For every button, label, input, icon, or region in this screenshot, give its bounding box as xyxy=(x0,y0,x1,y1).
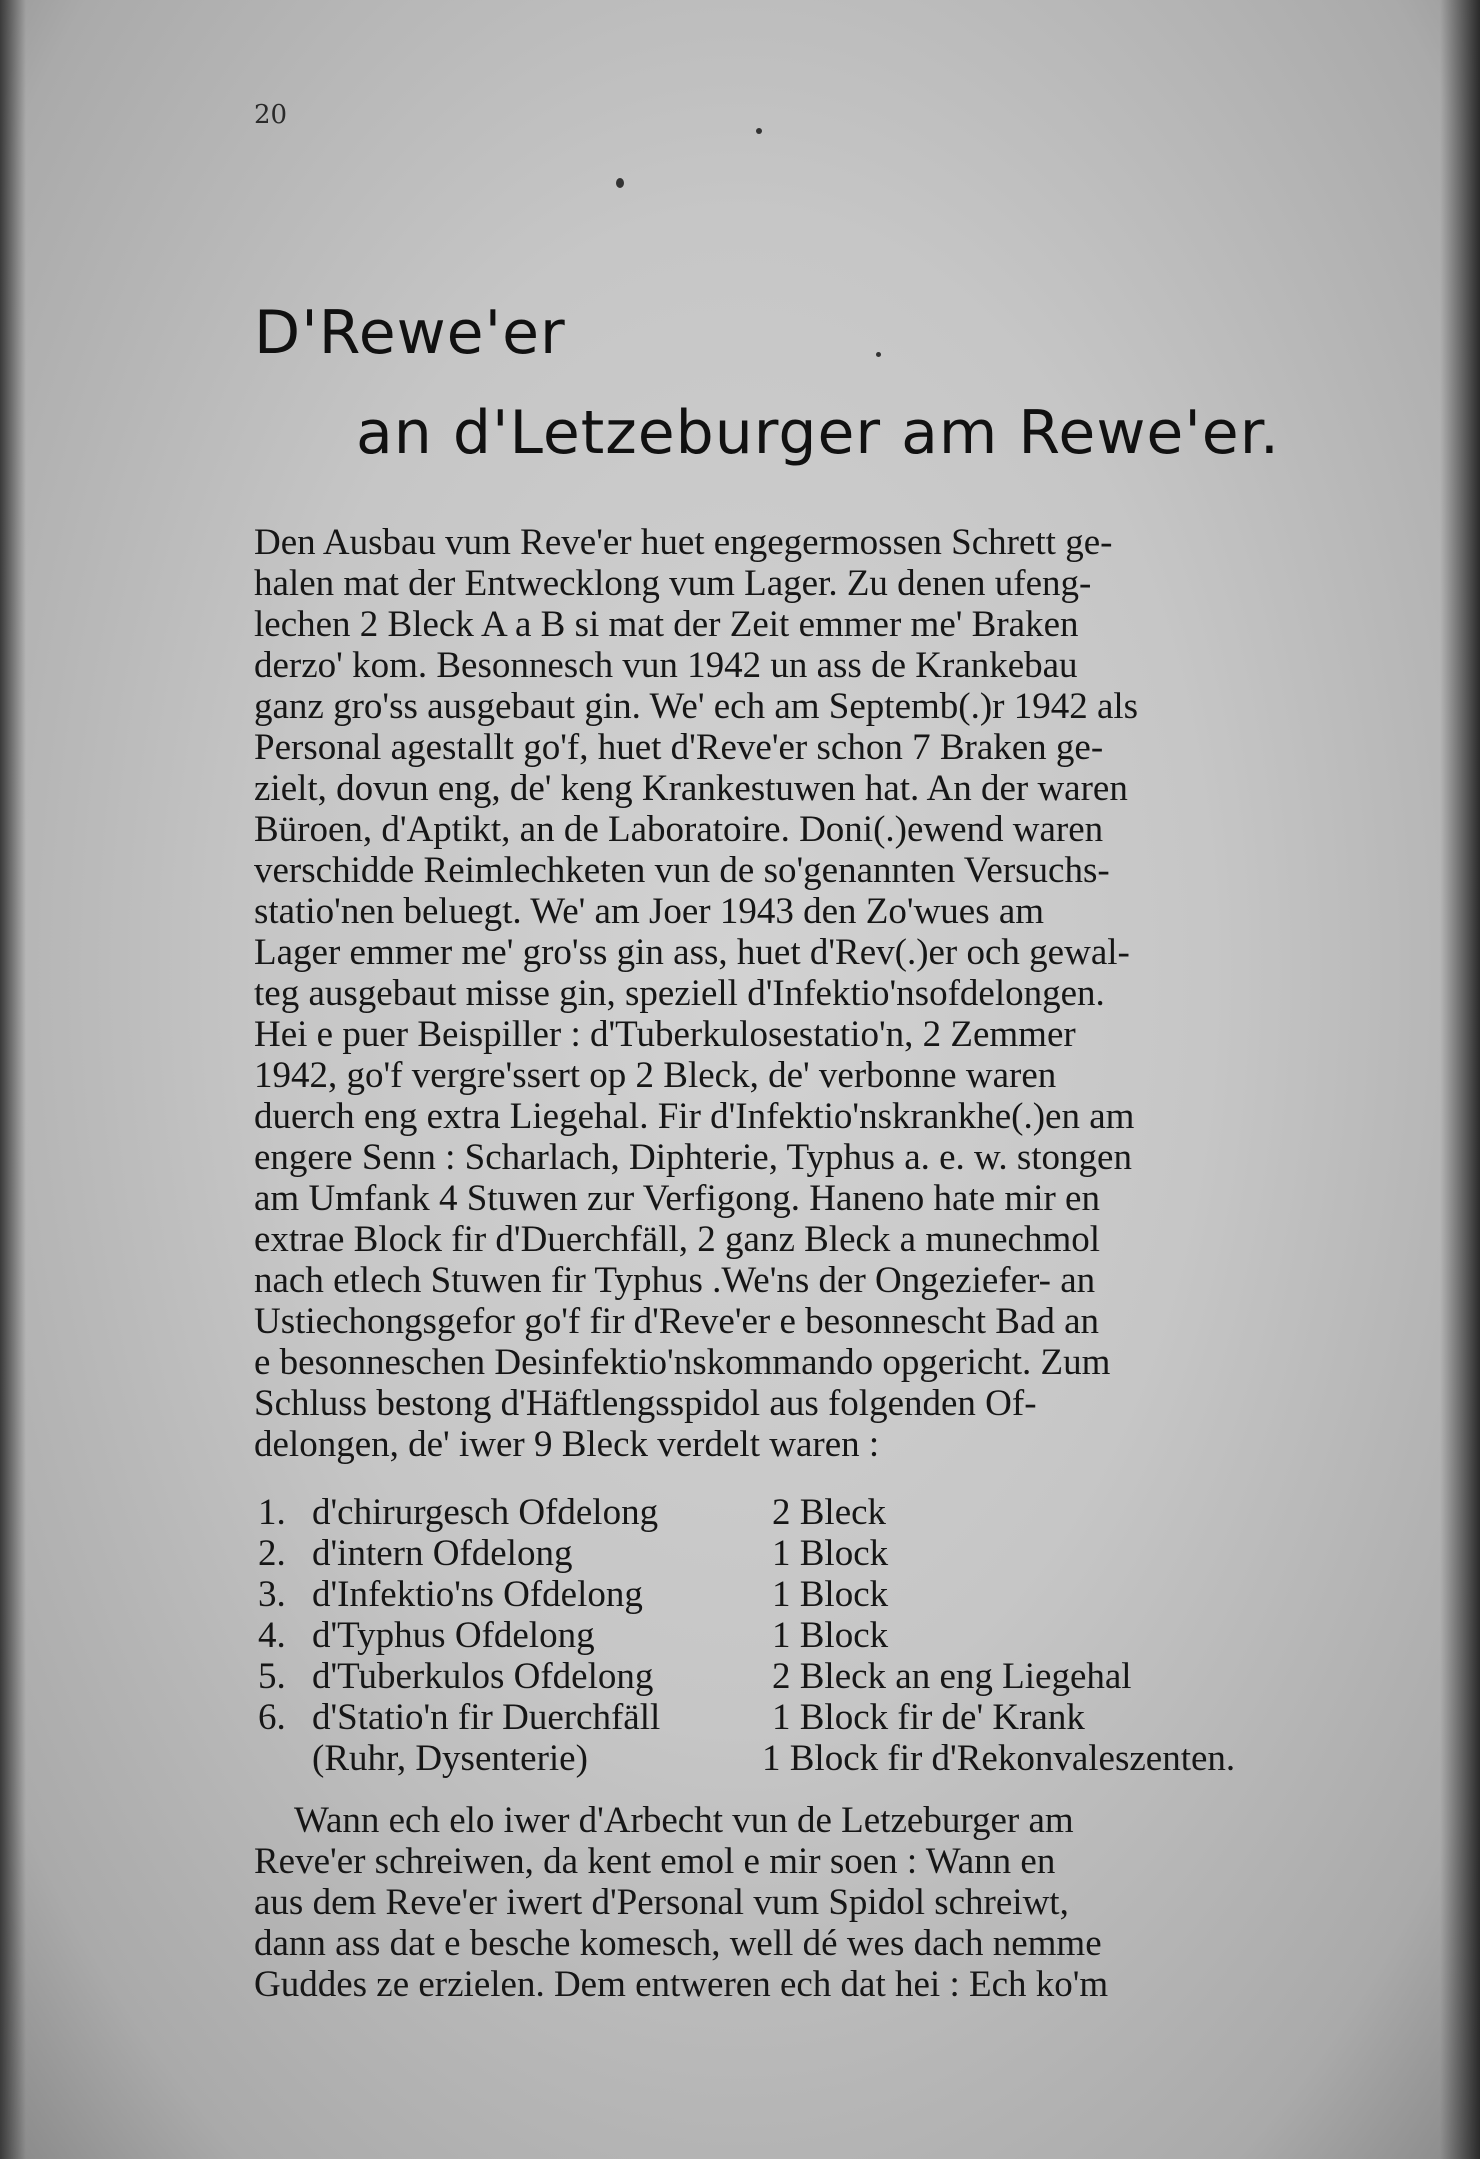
department-name: (Ruhr, Dysenterie) xyxy=(312,1738,588,1779)
text-line: ganz gro'ss ausgebaut gin. We' ech am Septemb(.)r 1942 als xyxy=(254,686,1139,727)
block-count: 1 Block fir d'Rekonvaleszenten. xyxy=(762,1738,1236,1779)
page-shadow-left xyxy=(0,0,26,2159)
ink-speck xyxy=(876,352,881,357)
list-item xyxy=(254,1738,1364,1779)
text-line: nach etlech Stuwen fir Typhus .We'ns der Ongeziefer- an xyxy=(254,1260,1096,1301)
text-line: engere Senn : Scharlach, Diphterie, Typhus a. e. w. stongen xyxy=(254,1137,1132,1178)
page-shadow-right xyxy=(1440,0,1480,2159)
text-line: dann ass dat e besche komesch, well dé wes dach nemme xyxy=(254,1923,1102,1964)
block-count: 1 Block xyxy=(772,1615,889,1656)
text-line: Reve'er schreiwen, da kent emol e mir soen : Wann en xyxy=(254,1841,1056,1882)
item-number: 6. xyxy=(258,1697,286,1738)
department-name: d'Infektio'ns Ofdelong xyxy=(312,1574,643,1615)
text-line: e besonneschen Desinfektio'nskommando opgericht. Zum xyxy=(254,1342,1111,1383)
list-item xyxy=(254,1697,1364,1738)
chapter-title-line-1: D'Rewe'er xyxy=(254,298,566,368)
block-count: 1 Block xyxy=(772,1574,889,1615)
block-count: 1 Block fir de' Krank xyxy=(772,1697,1085,1738)
text-line: Lager emmer me' gro'ss gin ass, huet d'Rev(.)er och gewal- xyxy=(254,932,1130,973)
chapter-title-line-2: an d'Letzeburger am Rewe'er. xyxy=(356,398,1280,468)
item-number: 5. xyxy=(258,1656,286,1697)
text-line: 1942, go'f vergre'ssert op 2 Bleck, de' verbonne waren xyxy=(254,1055,1057,1096)
page-number: 20 xyxy=(254,100,288,130)
text-line: Wann ech elo iwer d'Arbecht vun de Letzeburger am xyxy=(294,1800,1074,1841)
text-line: extrae Block fir d'Duerchfäll, 2 ganz Bleck a munechmol xyxy=(254,1219,1101,1260)
text-line: derzo' kom. Besonnesch vun 1942 un ass de Krankebau xyxy=(254,645,1078,686)
text-line: am Umfank 4 Stuwen zur Verfigong. Haneno hate mir en xyxy=(254,1178,1100,1219)
text-line: Personal agestallt go'f, huet d'Reve'er schon 7 Braken ge- xyxy=(254,727,1104,768)
block-count: 1 Block xyxy=(772,1533,889,1574)
department-name: d'Statio'n fir Duerchfäll xyxy=(312,1697,661,1738)
ink-speck xyxy=(616,178,624,188)
item-number: 2. xyxy=(258,1533,286,1574)
text-line: verschidde Reimlechketen vun de so'genannten Versuchs- xyxy=(254,850,1110,891)
text-line: lechen 2 Bleck A a B si mat der Zeit emmer me' Braken xyxy=(254,604,1079,645)
text-line: aus dem Reve'er iwert d'Personal vum Spidol schreiwt, xyxy=(254,1882,1069,1923)
text-line: teg ausgebaut misse gin, speziell d'Infektio'nsofdelongen. xyxy=(254,973,1105,1014)
department-name: d'intern Ofdelong xyxy=(312,1533,573,1574)
text-line: Schluss bestong d'Häftlengsspidol aus folgenden Of- xyxy=(254,1383,1037,1424)
department-name: d'chirurgesch Ofdelong xyxy=(312,1492,659,1533)
block-count: 2 Bleck an eng Liegehal xyxy=(772,1656,1132,1697)
text-line: duerch eng extra Liegehal. Fir d'Infektio'nskrankhe(.)en am xyxy=(254,1096,1135,1137)
department-name: d'Typhus Ofdelong xyxy=(312,1615,595,1656)
intro-paragraph xyxy=(254,522,1364,1465)
text-line: Hei e puer Beispiller : d'Tuberkulosestatio'n, 2 Zemmer xyxy=(254,1014,1076,1055)
text-line: Büroen, d'Aptikt, an de Laboratoire. Doni(.)ewend waren xyxy=(254,809,1104,850)
closing-paragraph xyxy=(254,1800,1364,2005)
text-line: statio'nen beluegt. We' am Joer 1943 den Zo'wues am xyxy=(254,891,1045,932)
text-line: zielt, dovun eng, de' keng Krankestuwen hat. An der waren xyxy=(254,768,1128,809)
list-item xyxy=(254,1656,1364,1697)
item-number: 4. xyxy=(258,1615,286,1656)
department-name: d'Tuberkulos Ofdelong xyxy=(312,1656,654,1697)
item-number: 1. xyxy=(258,1492,286,1533)
list-item xyxy=(254,1574,1364,1615)
block-count: 2 Bleck xyxy=(772,1492,887,1533)
item-number: 3. xyxy=(258,1574,286,1615)
department-list xyxy=(254,1492,1364,1779)
list-item xyxy=(254,1615,1364,1656)
text-line: delongen, de' iwer 9 Bleck verdelt waren : xyxy=(254,1424,880,1465)
text-line: Den Ausbau vum Reve'er huet engegermossen Schrett ge- xyxy=(254,522,1113,563)
list-item xyxy=(254,1492,1364,1533)
text-line: Ustiechongsgefor go'f fir d'Reve'er e besonnescht Bad an xyxy=(254,1301,1100,1342)
text-line: halen mat der Entwecklong vum Lager. Zu denen ufeng- xyxy=(254,563,1092,604)
ink-speck xyxy=(756,128,762,134)
text-line: Guddes ze erzielen. Dem entweren ech dat hei : Ech ko'm xyxy=(254,1964,1109,2005)
list-item xyxy=(254,1533,1364,1574)
